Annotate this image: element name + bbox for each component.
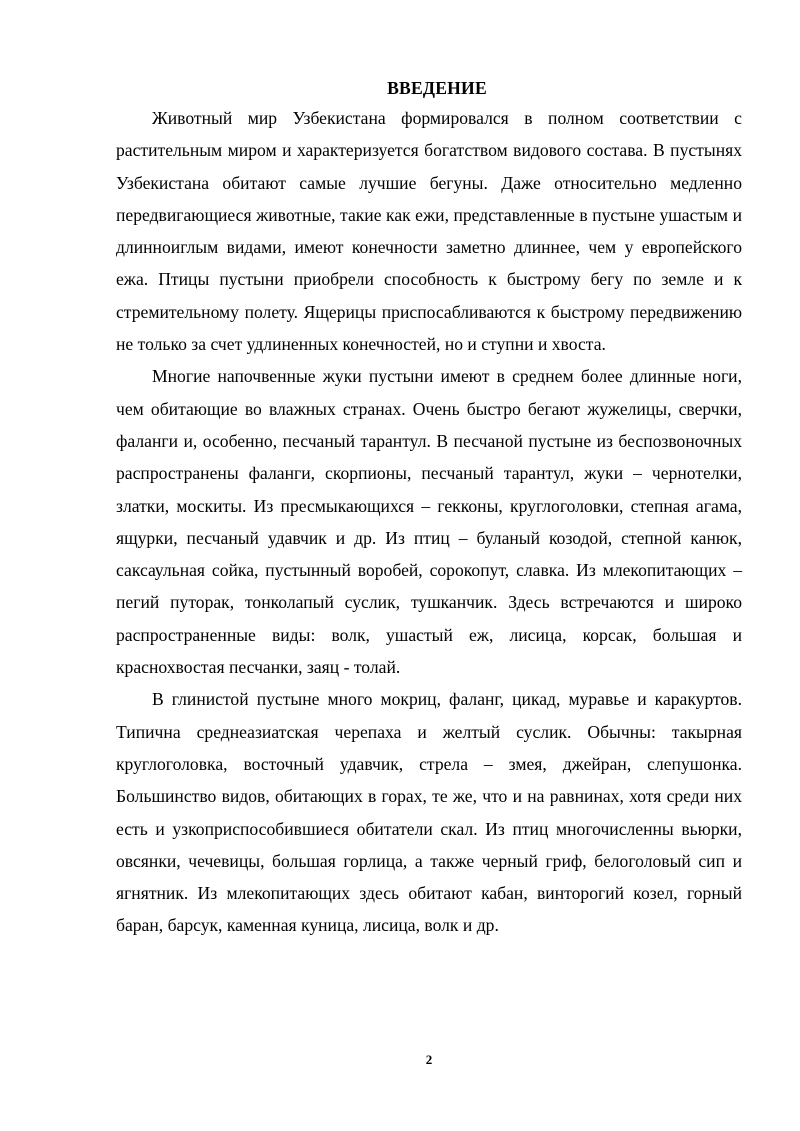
paragraph-1: Животный мир Узбекистана формировался в полном соответствии с растительным миром и характеризуется богатством видового состава. В пустынях Узбекистана обитают самые лучшие бегуны. Даже относительно медленно передвигающиеся животные, такие как ежи, представленные в пустыне ушастым и длинноиглым видами, имеют конечности заметно длиннее, чем у европейского ежа. Птицы пустыни приобрели способность к быстрому бегу по земле и к стремительному полету. Ящерицы приспосабливаются к быстрому передвижению не только за счет удлиненных конечностей, но и ступни и хвоста. bbox=[116, 108, 742, 355]
paragraph-3: В глинистой пустыне много мокриц, фаланг, цикад, муравье и каракуртов. Типична среднеазиатская черепаха и желтый суслик. Обычны: такырная круглоголовка, восточный удавчик, стрела – змея, джейран, слепушонка. Большинство видов, обитающих в горах, те же, что и на равнинах, хотя среди них есть и узкоприспособившиеся обитатели скал. Из птиц многочисленны вьюрки, овсянки, чечевицы, большая горлица, а также черный гриф, белоголовый сип и ягнятник. Из млекопитающих здесь обитают кабан, винторогий козел, горный баран, барсук, каменная куница, лисица, волк и др. bbox=[116, 689, 742, 936]
page-content bbox=[116, 74, 742, 942]
page-number: 2 bbox=[425, 1052, 433, 1067]
section-title: ВВЕДЕНИЕ bbox=[387, 78, 487, 98]
paragraph-2: Многие напочвенные жуки пустыни имеют в среднем более длинные ноги, чем обитающие во влажных странах. Очень быстро бегают жужелицы, сверчки, фаланги и, особенно, песчаный тарантул. В песчаной пустыне из беспозвоночных распространены фаланги, скорпионы, песчаный тарантул, жуки – чернотелки, златки, москиты. Из пресмыкающихся – гекконы, круглоголовки, степная агама, ящурки, песчаный удавчик и др. Из птиц – буланый козодой, степной канюк, саксаульная сойка, пустынный воробей, сорокопут, славка. Из млекопитающих – пегий путорак, тонколапый суслик, тушканчик. Здесь встречаются и широко распространенные виды: волк, ушастый еж, лисица, корсак, большая и краснохвостая песчанки, заяц - толай. bbox=[116, 366, 742, 678]
